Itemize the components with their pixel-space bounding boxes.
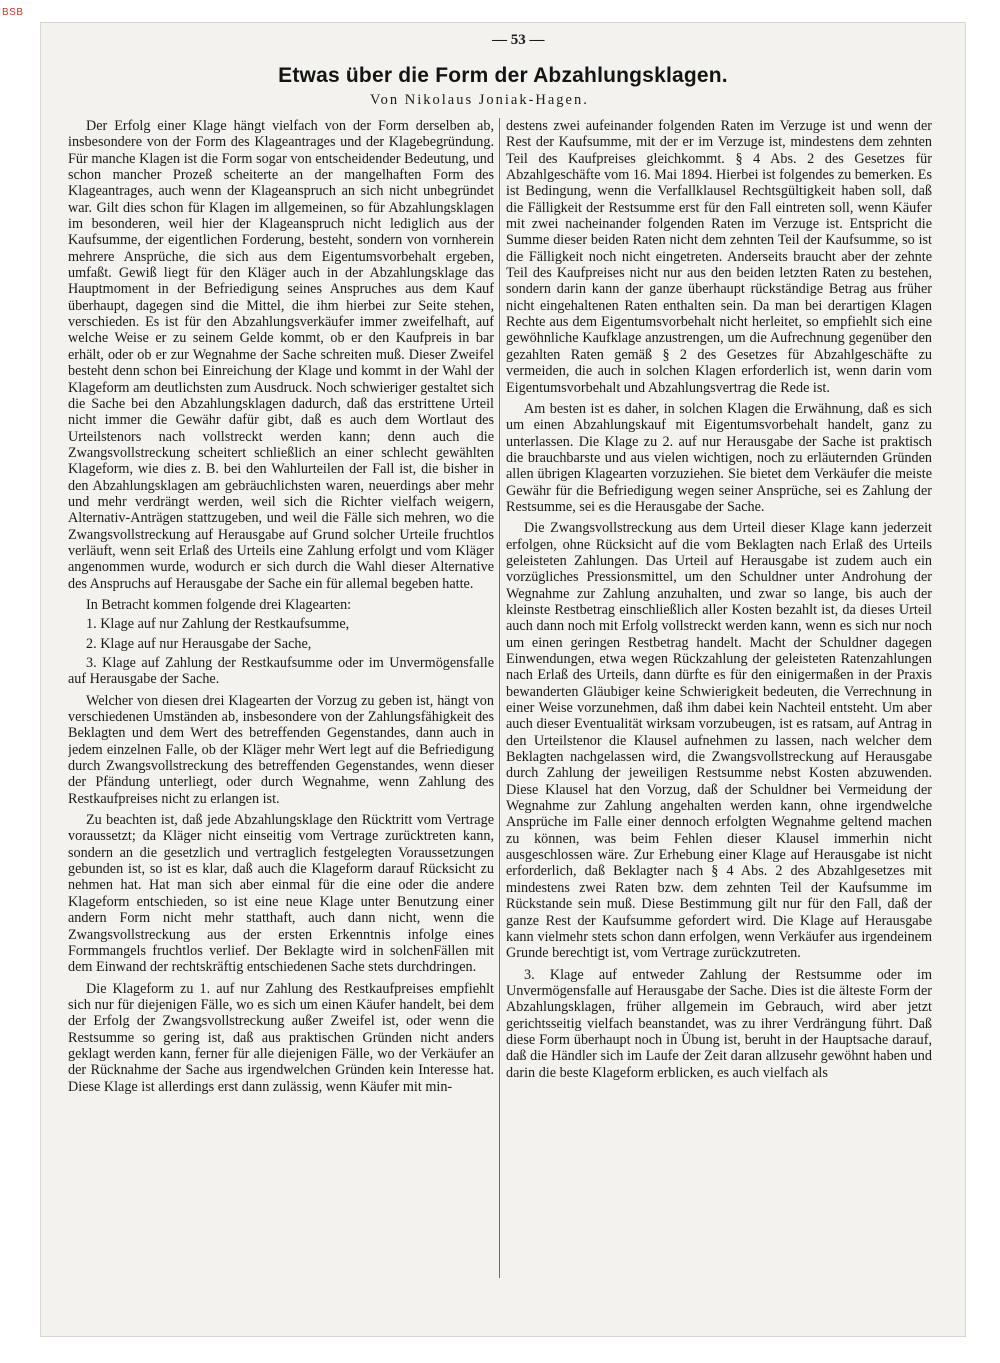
right-column: [506, 118, 932, 1288]
paragraph: Der Erfolg einer Klage hängt vielfach von der Form derselben ab, insbesondere von der Form des Klageantrages und der Klagebegründung. Für manche Klagen ist die Form sogar von entscheidender Bedeutung, und schon mancher Prozeß scheiterte an der mangelhaften Form des Klageantrages, auch wenn der Klageanspruch an sich nicht unbegründet war. Gilt dies schon für Klagen im allgemeinen, so für Abzahlungsklagen im besonderen, weil hier der Klageanspruch nicht lediglich aus der Kaufsumme, der eigentlichen Forderung, besteht, sondern von vornherein mehrere Ansprüche, die sich aus dem Eigentumsvorbehalt ergeben, umfaßt. Gewiß liegt für den Kläger auch in der Abzahlungsklage das Hauptmoment in der Befriedigung seines Anspruches aus dem Kauf überhaupt, dagegen sind die Mittel, die ihm hierbei zur Seite stehen, verschieden. Es ist für den Abzahlungsverkäufer immer zweifelhaft, auf welche Weise er zu seinem Gelde kommt, ob er den Kaufpreis in bar erhält, oder ob er zur Wegnahme der Sache schreiten muß. Dieser Zweifel besteht denn schon bei Einreichung der Klage und kommt in der Wahl der Klageform am deutlichsten zum Ausdruck. Noch schwieriger gestaltet sich die Sache bei den Abzahlungsklagen dadurch, daß das erstrittene Urteil nicht immer die Gewähr dafür gibt, daß es auch dem Wortlaut des Urteilstenors nach vollstreckt werden kann; denn auch die Zwangsvollstreckung scheitert schließlich an einer schlecht gewählten Klageform, wie dies z. B. bei den Wahlurteilen der Fall ist, die bisher in den Abzahlungsklagen am gebräuchlichsten waren, neuerdings aber mehr und mehr verdrängt werden, weil sich die Richter vielfach weigern, Alternativ-Anträgen stattzugeben, und weil die Fälle sich mehren, wo die Zwangsvollstreckung auf Herausgabe auf Grund solcher Urteile fruchtlos verläuft, wenn seit Erlaß des Urteils eine Zahlung erfolgt und vom Kläger angenommen wurde, wodurch er sich durch die Wahl dieser Alternative des Anspruchs auf Herausgabe der Sache ein für allemal begeben hatte.: [68, 118, 494, 592]
paragraph: Zu beachten ist, daß jede Abzahlungsklage den Rücktritt vom Vertrage voraussetzt; da Kläger nicht einseitig vom Vertrage zurücktreten kann, sondern an die gesetzlich und vertraglich festgelegten Voraussetzungen gebunden ist, so ist es klar, daß auch die Klageform darauf Rücksicht zu nehmen hat. Hat man sich aber einmal für die eine oder die andere Klageform entschieden, so ist eine neue Klage unter Benutzung einer andern Form nicht mehr statthaft, auch dann nicht, wenn die Zwangsvollstreckung aus der ersten Erkenntnis infolge eines Formmangels fruchtlos verlief. Der Beklagte wird in solchenFällen mit dem Einwand der rechtskräftig entschiedenen Sache stets durchdringen.: [68, 812, 494, 976]
page-number: — 53 —: [492, 32, 545, 48]
paragraph: Am besten ist es daher, in solchen Klagen die Erwähnung, daß es sich um einen Abzahlungskauf mit Eigentumsvorbehalt handelt, ganz zu unterlassen. Die Klage zu 2. auf nur Herausgabe der Sache ist praktisch die brauchbarste und aus vielen wichtigen, noch zu erläuternden Gründen allen übrigen Klagearten vorzuziehen. Sie bietet dem Verkäufer die meiste Gewähr für die Befriedigung wegen seiner Ansprüche, sei es Zahlung der Restsumme, sei es die Herausgabe der Sache.: [506, 400, 932, 515]
paragraph: Die Klageform zu 1. auf nur Zahlung des Restkaufpreises empfiehlt sich nur für diejenigen Fälle, wo es sich um einen Käufer handelt, bei dem der Erfolg der Zwangsvollstreckung außer Zweifel ist, oder wenn die Restsumme so gering ist, daß aus praktischen Gründen nicht anders geklagt werden kann, ferner für alle diejenigen Fälle, wo der Verkäufer an der Rücknahme der Sache aus irgendwelchen Gründen kein Interesse hat. Diese Klage ist allerdings erst dann zulässig, wenn Käufer mit min-: [68, 980, 494, 1095]
paragraph: 3. Klage auf entweder Zahlung der Restsumme oder im Unvermögensfalle auf Herausgabe der Sache. Dies ist die älteste Form der Abzahlungsklagen, früher allgemein im Gebrauch, wird aber jetzt gerichtsseitig vielfach beanstandet, was zu ihrer Verdrängung führt. Daß diese Form überhaupt noch in Übung ist, beruht in der Hauptsache darauf, daß die Händler sich im Laufe der Zeit daran allzusehr gewöhnt haben und darin die beste Klageform erblicken, es auch vielfach als: [506, 966, 932, 1081]
scanned-page: [40, 22, 966, 1337]
paragraph: Welcher von diesen drei Klagearten der Vorzug zu geben ist, hängt von verschiedenen Umständen ab, insbesondere von der Zahlungsfähigkeit des Beklagten und dem Wert des betreffenden Gegenstandes, dann auch in jedem einzelnen Falle, ob der Kläger mehr Wert legt auf die Befriedigung durch Zwangsvollstreckung des betreffenden Gegenstandes, wenn dieser der Pfändung unterliegt, oder durch Wegnahme, wenn Zahlung des Restkaufpreises nicht zu erlangen ist.: [68, 692, 494, 807]
column-divider: [499, 118, 500, 1278]
list-item: 2. Klage auf nur Herausgabe der Sache,: [86, 635, 312, 652]
paragraph: Die Zwangsvollstreckung aus dem Urteil dieser Klage kann jederzeit erfolgen, ohne Rücksicht auf die vom Beklagten nach Erlaß des Urteils geleisteten Zahlungen. Das Urteil auf Herausgabe ist zudem auch ein vorzügliches Pressionsmittel, um den Schuldner unter Androhung der Wegnahme zur Zahlung anzuhalten, und zwar so lange, bis auch der kleinste Restbetrag einschließlich aller Kosten bezahlt ist, da dieses Urteil auch dann noch mit Erfolg vollstreckt werden kann, wenn es sich nur noch um einen geringen Restbetrag handelt. Macht der Schuldner dagegen Einwendungen, etwa wegen Rückzahlung der geleisteten Ratenzahlungen nach Erlaß des Urteils, dann dürfte es für den einigermaßen in der Praxis bewanderten Gläubiger keine Schwierigkeit bedeuten, die Verrechnung in einer Weise vorzunehmen, daß ihm dabei kein Nachteil entsteht. Um aber auch dieser Eventualität wirksam vorzubeugen, ist es ratsam, auf Antrag in den Urteilstenor die Klausel aufnehmen zu lassen, nach welcher dem Beklagten nachgelassen wird, die Zwangsvollstreckung auf Herausgabe durch Zahlung der jeweiligen Restsumme nebst Kosten abzuwenden. Diese Klausel hat den Vorzug, daß der Schuldner bei Vermeidung der Wegnahme zur Zahlung angehalten werden kann, ohne irgendwelche Ansprüche im Falle einer dennoch erfolgten Wegnahme geltend machen zu können, was beim Fehlen dieser Klausel immerhin nicht ausgeschlossen wäre. Zur Erhebung einer Klage auf Herausgabe ist nicht erforderlich, daß Beklagter nach § 4 Abs. 2 des Abzahlgesetzes mit mindestens zwei Raten bzw. dem zehnten Teil der Kaufsumme im Rückstande sein muß. Diese Bestimmung gilt nur für den Fall, daß der ganze Rest der Kaufsumme gefordert wird. Die Klage auf Herausgabe kann vielmehr stets schon dann erfolgen, wenn Verkäufer aus irgendeinem Grunde berechtigt ist, vom Vertrage zurückzutreten.: [506, 520, 932, 962]
paragraph: In Betracht kommen folgende drei Klagearten:: [86, 596, 352, 613]
paragraph: destens zwei aufeinander folgenden Raten im Verzuge ist und wenn der Rest der Kaufsumme, mit der er im Verzuge ist, mindestens dem zehnten Teil des Kaufpreises gleichkommt. § 4 Abs. 2 des Gesetzes für Abzahlgeschäfte vom 16. Mai 1894. Hierbei ist folgendes zu bemerken. Es ist Bedingung, wenn die Verfallklausel Rechtsgültigkeit haben soll, daß die Fälligkeit der Restsumme erst für den Fall eintreten soll, wenn Käufer mit zwei nacheinander folgenden Raten im Verzuge ist. Entspricht die Summe dieser beiden Raten nicht dem zehnten Teil der Kaufsumme, so ist die Fälligkeit noch nicht eingetreten. Anderseits braucht aber der zehnte Teil des Kaufpreises nicht nur aus den beiden letzten Raten zu bestehen, sondern darin kann der ganze überhaupt rückständige Betrag aus früher nicht eingehaltenen Raten enthalten sein. Da man bei derartigen Klagen Rechte aus dem Eigentumsvorbehalt nicht herleitet, so empfiehlt sich eine gewöhnliche Kaufklage anzustrengen, um die Aufrechnung gegenüber den gezahlten Raten gemäß § 2 des Gesetzes für Abzahlgeschäfte zu vermeiden, die auch in solchen Klagen erforderlich ist, wenn darin vom Eigentumsvorbehalt und Abzahlungsvertrag die Rede ist.: [506, 118, 932, 396]
library-watermark: BSB: [2, 7, 24, 18]
list-item: 3. Klage auf Zahlung der Restkaufsumme oder im Unvermögensfalle auf Herausgabe der Sache.: [68, 655, 494, 688]
list-item: 1. Klage auf nur Zahlung der Restkaufsumme,: [86, 616, 350, 633]
article-title: Etwas über die Form der Abzahlungsklagen.: [278, 64, 728, 87]
author-byline: Von Nikolaus Joniak-Hagen.: [370, 92, 589, 108]
left-column: [68, 118, 494, 1288]
